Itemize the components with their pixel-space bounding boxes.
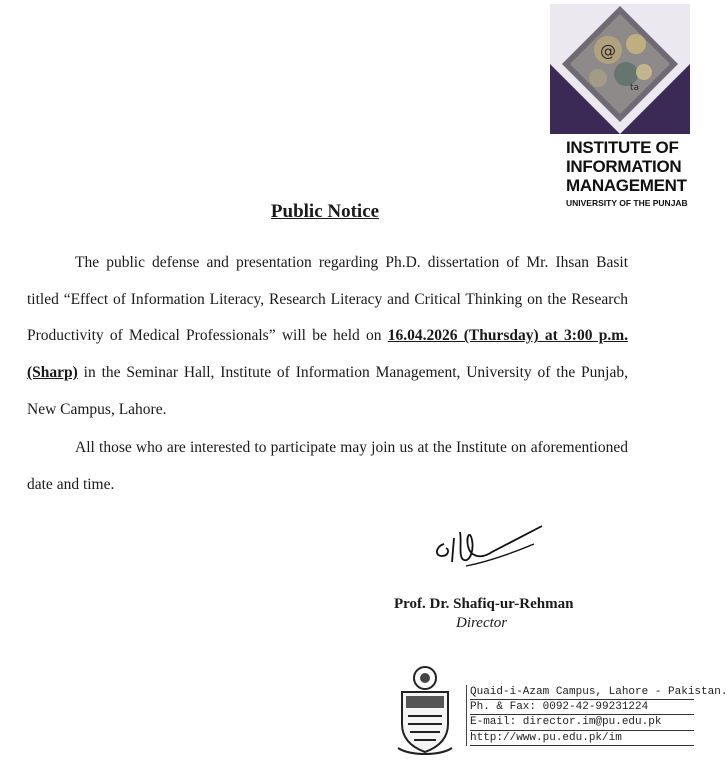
logo-university: UNIVERSITY OF THE PUNJAB: [566, 198, 688, 208]
logo-wordmark: [566, 138, 694, 209]
notice-paragraph-2: All those who are interested to participate may join us at the Institute on aforementioned date and time.: [27, 439, 628, 493]
footer-email[interactable]: E-mail: director.im@pu.edu.pk: [470, 715, 694, 730]
director-signature: [430, 510, 550, 576]
svg-text:@: @: [600, 41, 616, 60]
svg-text:ta: ta: [630, 83, 640, 93]
footer-address: Quaid-i-Azam Campus, Lahore - Pakistan.: [470, 685, 694, 700]
notice-title: Public Notice: [270, 201, 380, 222]
notice-paragraph-1: [27, 245, 628, 429]
footer-phone: Ph. & Fax: 0092-42-99231224: [470, 700, 694, 715]
institute-logo: [550, 4, 690, 208]
director-name: Prof. Dr. Shafiq-ur-Rehman: [394, 596, 574, 612]
logo-line-2: INFORMATION: [566, 157, 682, 176]
logo-line-3: MANAGEMENT: [566, 176, 687, 195]
paragraph-1-text-a: The public defense and presentation regarding Ph.D. dissertation of Mr. Ihsan Basit titled “Effect of Information Literacy, Research Literacy and Critical Thinking on the Research Productivity of Medical Professionals” will be held on: [27, 254, 628, 345]
director-title: Director: [456, 615, 508, 631]
logo-emblem: [550, 4, 690, 134]
paragraph-1-text-b: in the Seminar Hall, Institute of Information Management, University of the Punjab, New Campus, Lahore.: [27, 364, 628, 418]
footer-website[interactable]: http://www.pu.edu.pk/im: [470, 731, 694, 746]
university-crest: [396, 664, 454, 756]
contact-block: [466, 685, 727, 746]
defense-date-time: 16.04.2026 (Thursday) at 3:00 p.m. (Sharp): [27, 327, 628, 382]
logo-line-1: INSTITUTE OF: [566, 138, 679, 157]
